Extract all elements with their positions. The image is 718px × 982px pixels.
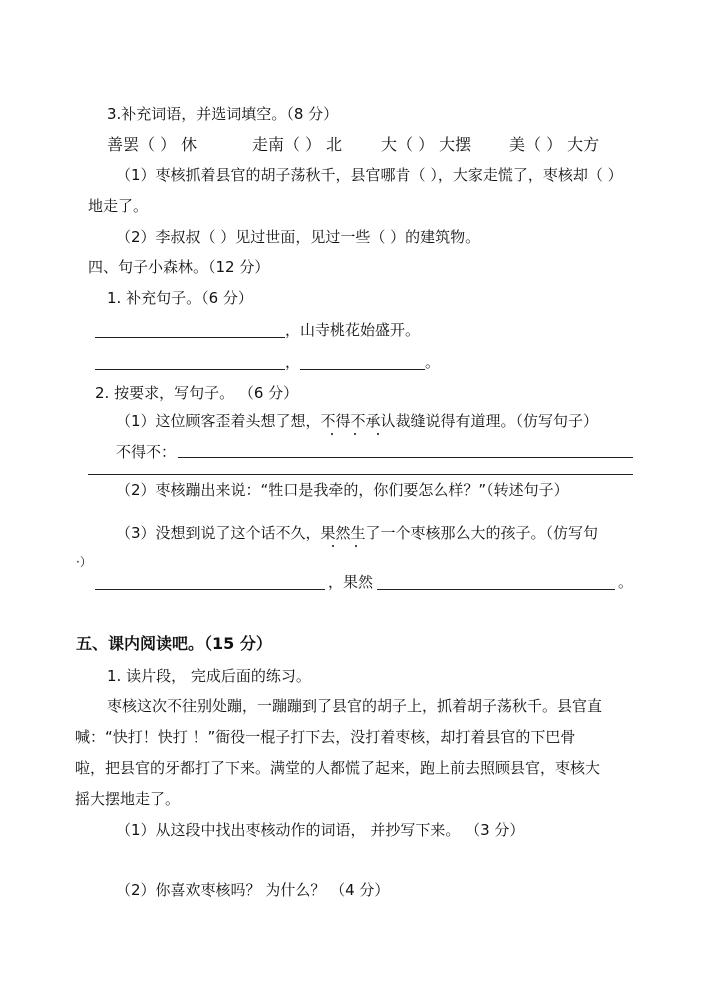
q3-item1-line2: 地走了。 [88, 197, 149, 215]
q3-title: 3.补充词语，并选词填空。（8 分） [107, 105, 339, 123]
s4-q1-line2-comma: ， [285, 353, 301, 371]
emphasis-dot [354, 433, 356, 435]
passage-line-2: 喊：“快打！快打 ！”衙役一棍子打下去，没打着枣核，却打着县官的下巴骨 [75, 728, 576, 746]
emphasis-dot [377, 433, 379, 435]
s4-q2-item3-mid: ，果然 [328, 573, 374, 591]
s4-q1-blank-2[interactable] [95, 369, 285, 370]
s4-q2-item3-cont: ·） [76, 555, 92, 569]
q3-word-1: 善罢（ ） 休 [107, 135, 198, 154]
s4-q2-item2: （2）枣核蹦出来说：“牲口是我牵的，你们要怎么样？”（转述句子） [116, 481, 569, 499]
s4-q2-item1-answer-line-2[interactable] [88, 474, 633, 475]
q3-item2: （2）李叔叔（ ）见过世面，见过一些（ ）的建筑物。 [116, 228, 481, 246]
s4-q2-item3-blank-1[interactable] [95, 589, 325, 590]
passage-line-4: 摇大摆地走了。 [75, 790, 181, 808]
s5-q1-title: 1. 读片段， 完成后面的练习。 [107, 667, 311, 685]
s4-q2-item1-answer-line-1[interactable] [178, 457, 633, 458]
s4-q2-item3-blank-2[interactable] [377, 589, 615, 590]
s4-q2-item1: （1）这位顾客歪着头想了想，不得不承认裁缝说得有道理。（仿写句子） [116, 412, 599, 430]
s4-q2-item1-prompt: 不得不： [116, 443, 177, 461]
q3-word-3: 大（ ） 大摆 [381, 135, 472, 154]
section4-title: 四、句子小森林。（12 分） [88, 258, 270, 276]
passage-line-3: 啦，把县官的牙都打了下来。满堂的人都慌了起来，跑上前去照顾县官，枣核大 [75, 759, 601, 777]
passage-line-1: 枣核这次不往别处蹦，一蹦蹦到了县官的胡子上，抓着胡子荡秋千。县官直 [107, 697, 603, 715]
q3-word-2: 走南（ ） 北 [252, 135, 343, 154]
s5-q1-item2: （2）你喜欢枣核吗？ 为什么？ （4 分） [116, 881, 390, 899]
s5-q1-item1: （1）从这段中找出枣核动作的词语， 并抄写下来。 （3 分） [116, 821, 525, 839]
section5-title: 五、课内阅读吧。（15 分） [76, 634, 272, 653]
emphasis-dot [332, 545, 334, 547]
s4-q1-line1-suffix: ，山寺桃花始盛开。 [285, 321, 421, 339]
emphasis-dot [331, 433, 333, 435]
s4-q2-title: 2. 按要求，写句子。 （6 分） [95, 384, 299, 402]
s4-q1-blank-3[interactable] [300, 369, 425, 370]
q3-item1-line1: （1）枣核抓着县官的胡子荡秋千，县官哪肯（ ），大家走慌了，枣核却（ ） [116, 166, 623, 184]
s4-q1-title: 1. 补充句子。（6 分） [107, 289, 253, 307]
q3-word-4: 美（ ） 大方 [509, 135, 600, 154]
s4-q2-item3: （3）没想到说了这个话不久，果然生了一个枣核那么大的孩子。（仿写句 [116, 524, 599, 542]
emphasis-dot [355, 545, 357, 547]
s4-q1-blank-1[interactable] [95, 337, 285, 338]
s4-q1-line2-end: 。 [425, 353, 441, 371]
s4-q2-item3-end: 。 [618, 573, 634, 591]
